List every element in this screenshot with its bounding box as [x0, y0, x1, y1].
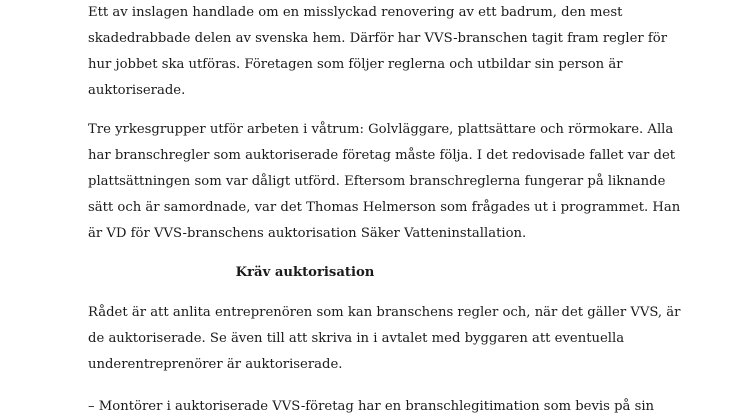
text-line: Tre yrkesgrupper utför arbeten i våtrum: Golvläggare, plattsättare och rörmokare. Alla	[88, 122, 674, 137]
paragraph-trade-groups	[88, 117, 688, 247]
text-line: underentreprenörer är auktoriserade.	[88, 357, 343, 372]
text-line: de auktoriserade. Se även till att skriva in i avtalet med byggaren att eventuella	[88, 331, 625, 346]
text-line: – Montörer i auktoriserade VVS-företag har en branschlegitimation som bevis på sin	[88, 399, 655, 414]
text-line: skadedrabbade delen av svenska hem. Därför har VVS-branschen tagit fram regler för	[88, 31, 668, 46]
text-line: är VD för VVS-branschens auktorisation Säker Vatteninstallation.	[88, 226, 527, 241]
paragraph-bathroom-renovation	[88, 0, 688, 104]
text-line: hur jobbet ska utföras. Företagen som följer reglerna och utbildar sin person är	[88, 57, 623, 72]
text-line: har branschregler som auktoriserade företag måste följa. I det redovisade fallet var det	[88, 148, 676, 163]
section-heading: Kräv auktorisation	[235, 265, 375, 280]
text-line: Ett av inslagen handlade om en misslyckad renovering av ett badrum, den mest	[88, 5, 623, 20]
text-line: plattsättningen som var dåligt utförd. Eftersom branschreglerna fungerar på liknande	[88, 174, 666, 189]
text-line: auktoriserade.	[88, 83, 186, 98]
text-line: Rådet är att anlita entreprenören som kan branschens regler och, när det gäller VVS, är	[88, 305, 681, 320]
paragraph-quote	[88, 394, 688, 419]
text-line: sätt och är samordnade, var det Thomas Helmerson som frågades ut i programmet. Han	[88, 200, 681, 215]
paragraph-advice	[88, 300, 688, 378]
